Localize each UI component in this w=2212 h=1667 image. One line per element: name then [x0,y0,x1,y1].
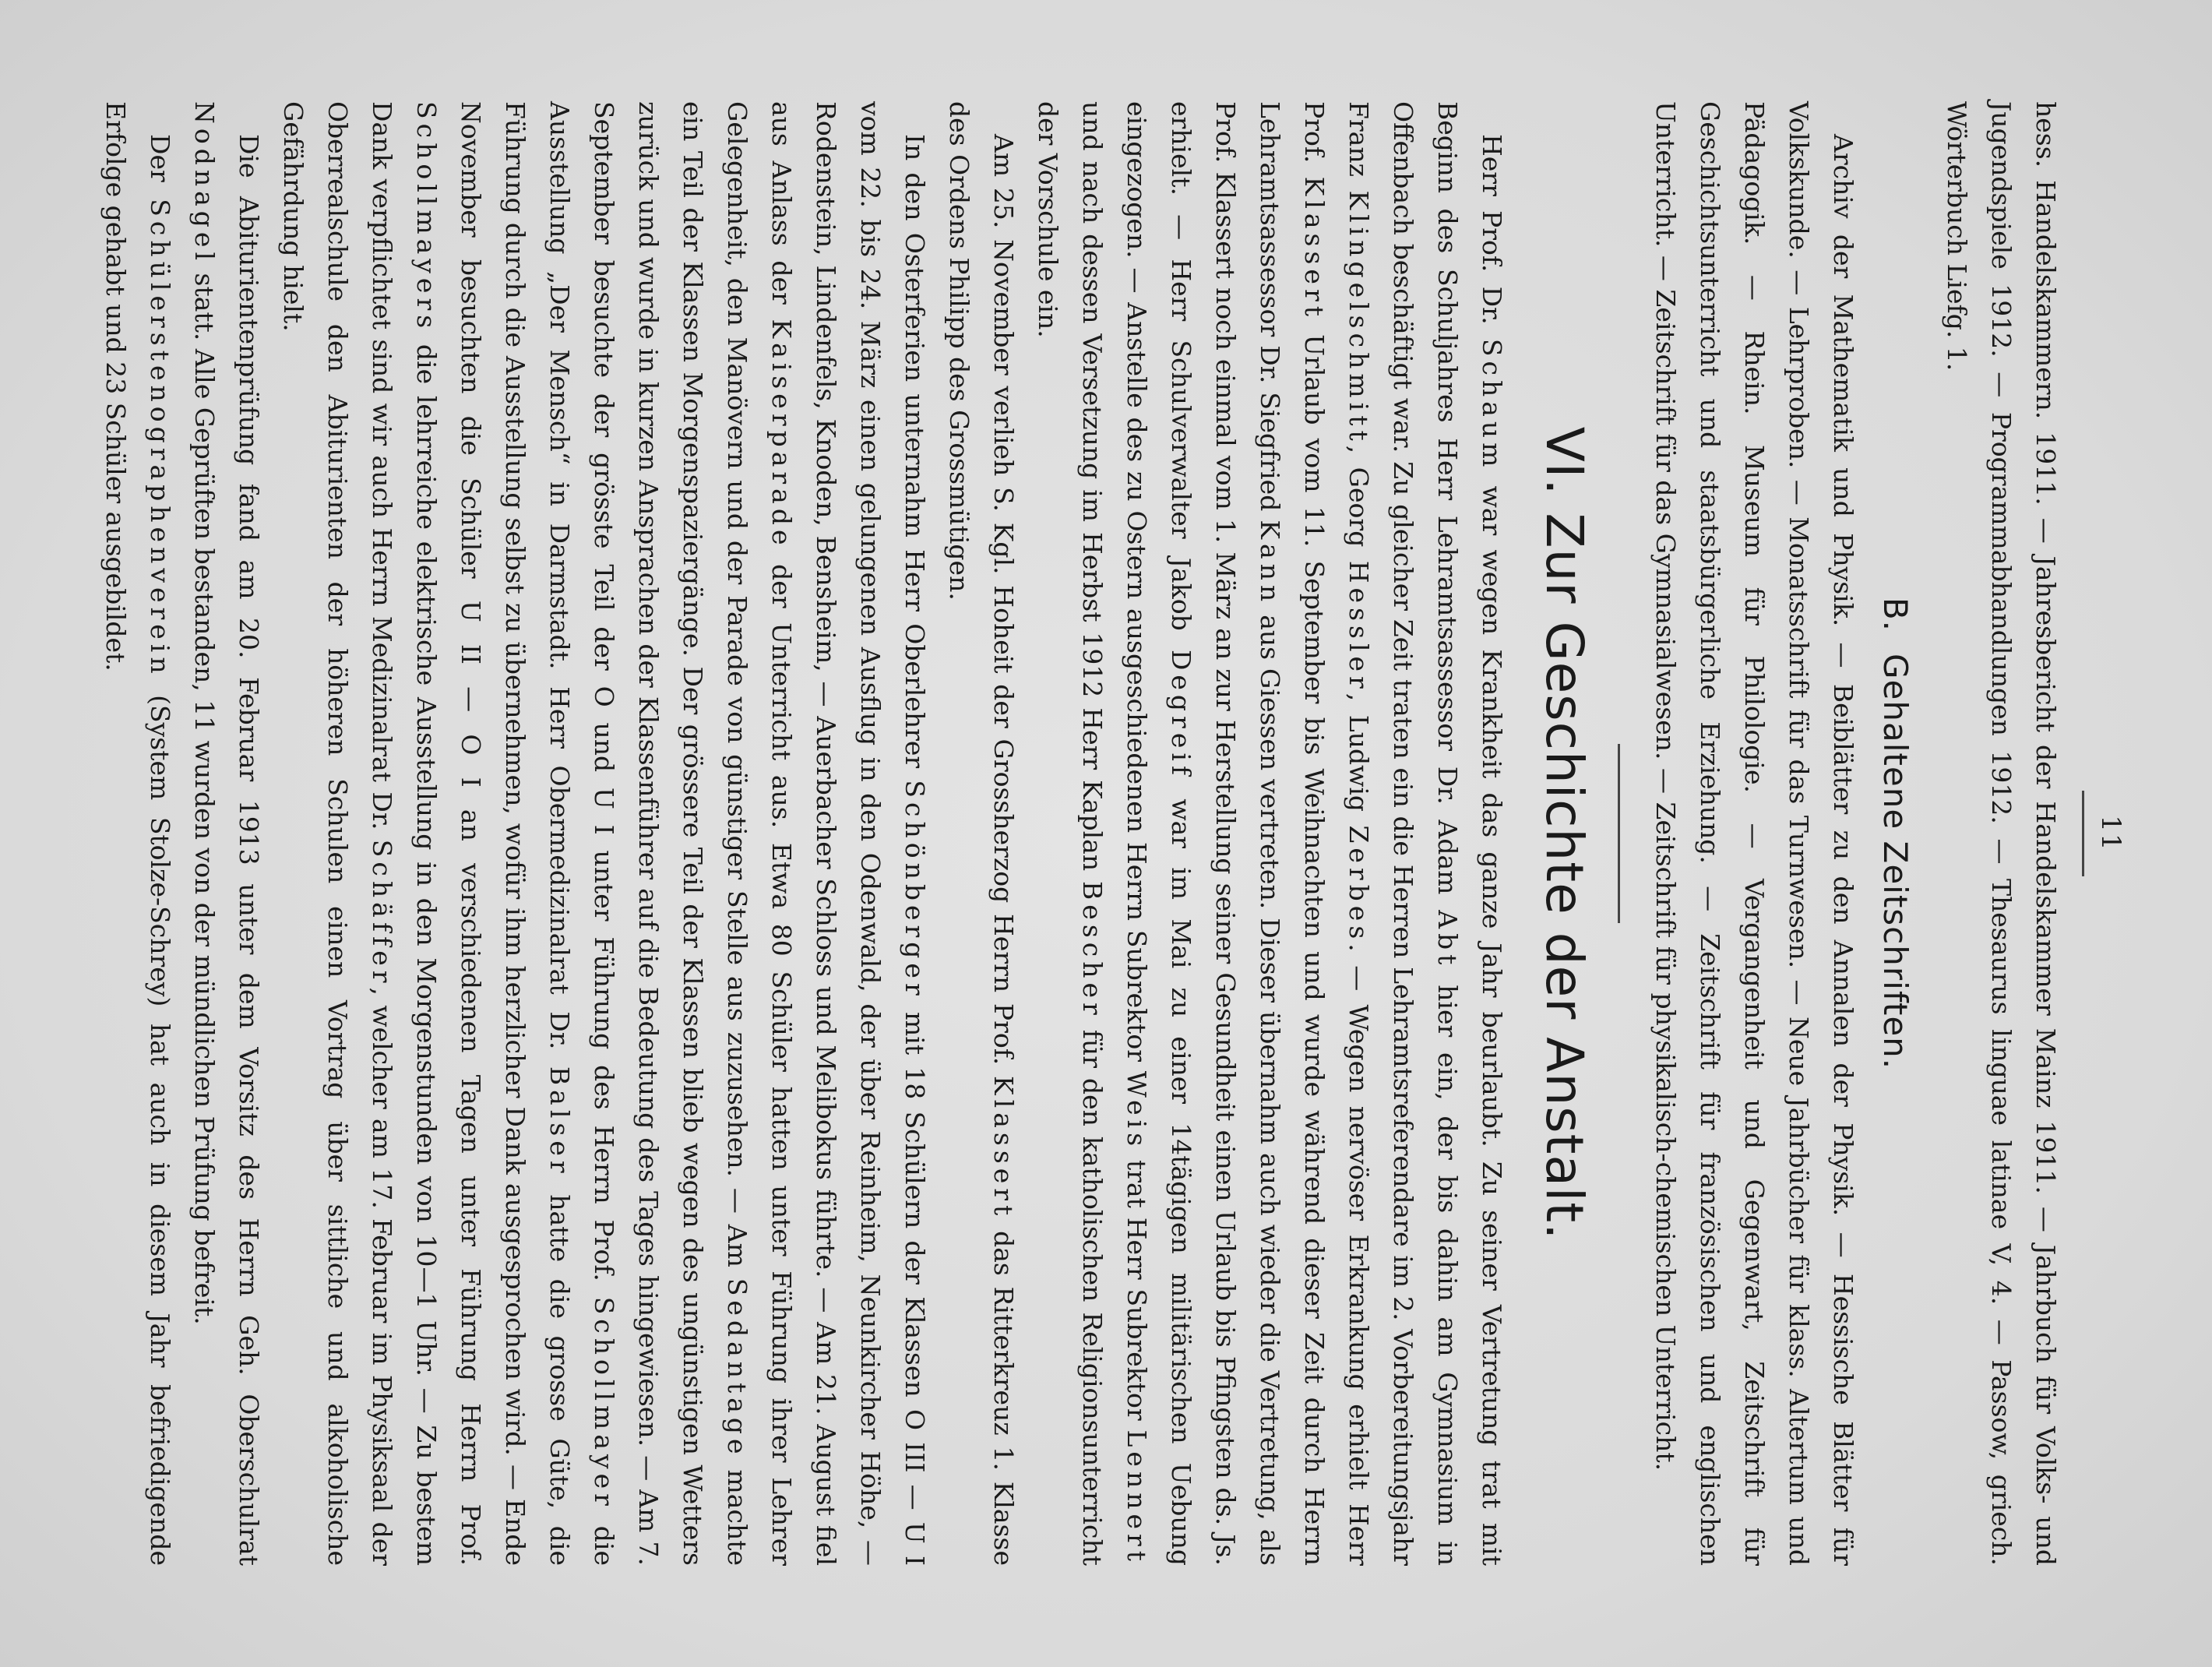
person-name: Degreif [1166,649,1196,781]
page-number: 11 [2095,815,2126,852]
person-name: Klingelschmitt [1344,190,1374,446]
person-name: Hessler [1344,560,1374,693]
section-vi-heading: VI. Zur Geschichte der Anstalt. [1534,426,1594,1241]
history-paragraph-excursions: In den Osterferien unternahm Herr Oberlehrer Schönberger mit 18 Schülern der Klassen O III — U I vom 22. bis 24. März einen gelungenen Ausflug in den Odenwald, der über Reinheim, Neunkircher Höhe, — Rodenstein, Lindenfels, Knoden, Bensheim, — Auerbacher Schloss und Melibokus führte. — Am 21. August fiel aus Anlass der Kaiserparade der Unterricht aus. Etwa 80 Schüler hatten unter Führung ihrer Lehrer Gelegenheit, den Manövern und der Parade von günstiger Stelle aus zuzusehen. — Am Sedantage machte ein Teil der Klassen Morgenspaziergänge. Der grössere Teil der Klassen blieb wegen des ungünstigen Wetters zurück und wurde in kurzen Ansprachen der Klassenführer auf die Bedeutung des Tages hingewiesen. — Am 7. September besuchte der grösste Teil der O und U I unter Führung des Herrn Prof. Schollmayer die Ausstellung „Der Mensch“ in Darmstadt. Herr Obermedizinalrat Dr. Balser hatte die grosse Güte, die Führung durch die Ausstellung selbst zu übernehmen, wofür ihm herzlicher Dank ausgesprochen wird. — Ende November besuchten die Schüler U II — O I an verschiedenen Tagen unter Führung Herrn Prof. Schollmayers die lehrreiche elektrische Ausstellung in den Morgenstunden von 10—1 Uhr. — Zu bestem Dank verpflichtet sind wir auch Herrn Medizinalrat Dr. Schäffer, welcher am 17. Februar im Physiksaal der Oberrealschule den Abiturienten der höheren Schulen einen Vortrag über sittliche und alkoholische Gefährdung hielt. [278,101,930,1566]
person-name: Schönberger [900,780,930,1000]
person-name: Schäffer [367,839,397,988]
person-name: Schaum [1477,338,1507,472]
person-name: Klassert [1299,176,1330,321]
header-rule [2082,791,2084,876]
section-b-letter: B. [1876,597,1914,633]
history-paragraph-stenography: Der Schülerstenographenverein (System Stolze-Schrey) hat auch in diesem Jahr befriedigende Erfolge gehabt und 23 Schüler ausgebildet. [100,101,175,1566]
person-name: Schollmayer [589,1296,619,1510]
person-name: Nodnagel [189,101,220,266]
event-name: Kaiserparade [766,319,797,550]
person-name: Kann [1255,520,1285,607]
section-b-title: Gehaltene Zeitschriften. [1876,654,1914,1070]
person-name: Weis [1122,1070,1152,1151]
person-name: Zerbes [1344,825,1374,944]
person-name: Bescher [1077,881,1108,1020]
history-paragraph-exams: Die Abiturientenprüfung fand am 20. Februar 1913 unter dem Vorsitz des Herrn Geh. Oberschulrat Nodnagel statt. Alle Geprüften bestanden, 11 wurden von der mündlichen Prüfung befreit. [189,101,264,1566]
document-page [55,47,2157,1620]
person-name: Lennert [1122,1429,1152,1567]
person-name: Klassert [988,1076,1019,1221]
history-paragraph-award: Am 25. November verlieh S. Kgl. Hoheit der Grossherzog Herrn Prof. Klassert das Ritterkreuz 1. Klasse des Ordens Philipp des Grossmütigen. [944,101,1019,1566]
person-name: Abt [1432,910,1463,970]
club-name: Schülerstenographenverein [145,199,175,678]
event-name: Sedantage [722,1278,752,1459]
history-paragraph-staff: Herr Prof. Dr. Schaum war wegen Krankheit das ganze Jahr beurlaubt. Zu seiner Vertretung trat mit Beginn des Schuljahres Herr Lehramtsassessor Dr. Adam Abt hier ein, der bis dahin am Gymnasium in Offenbach beschäftigt war. Zu gleicher Zeit traten ein die Herren Lehramtsreferendare im 2. Vorbereitungsjahr Franz Klingelschmitt, Georg Hessler, Ludwig Zerbes. — Wegen nervöser Erkrankung erhielt Herr Prof. Klassert Urlaub vom 11. September bis Weihnachten und wurde während dieser Zeit durch Herrn Lehramtsassessor Dr. Siegfried Kann aus Giessen vertreten. Dieser übernahm auch wieder die Vertretung, als Prof. Klassert noch einmal vom 1. März an zur Herstellung seiner Gesundheit einen Urlaub bis Pfingsten ds. Js. erhielt. — Herr Schulverwalter Jakob Degreif war im Mai zu einer 14tägigen militärischen Uebung eingezogen. — Anstelle des zu Ostern ausgeschiedenen Herrn Subrektor Weis trat Herr Subrektor Lennert und nach dessen Versetzung im Herbst 1912 Herr Kaplan Bescher für den katholischen Religionsunterricht der Vorschule ein. [1033,101,1507,1567]
section-divider [1618,744,1620,923]
intro-paragraph: hess. Handelskammern. 1911. — Jahresbericht der Handelskammer Mainz 1911. — Jahrbuch für Volks- und Jugendspiele 1912. — Programmabhandlungen 1912. — Thesaurus linguae latinae V, 4. — Passow, griech. Wörterbuch Liefg. 1. [1942,101,2061,1566]
person-name: Schollmayers [411,101,442,333]
section-b-paragraph: Archiv der Mathematik und Physik. — Beiblätter zu den Annalen der Physik. — Hessische Blätter für Volkskunde. — Lehrproben. — Monatsschrift für das Turnwesen. — Neue Jahrbücher für klass. Altertum und Pädagogik. — Rhein. Museum für Philologie. — Vergangenheit und Gegenwart, Zeitschrift für Geschichtsunterricht und staatsbürgerliche Erziehung. — Zeitschrift für französischen und englischen Unterricht. — Zeitschrift für das Gymnasialwesen. — Zeitschrift für physikalisch-chemischen Unterricht. [1650,101,1858,1566]
person-name: Balser [544,1066,575,1178]
section-b-heading [1876,101,1914,1566]
